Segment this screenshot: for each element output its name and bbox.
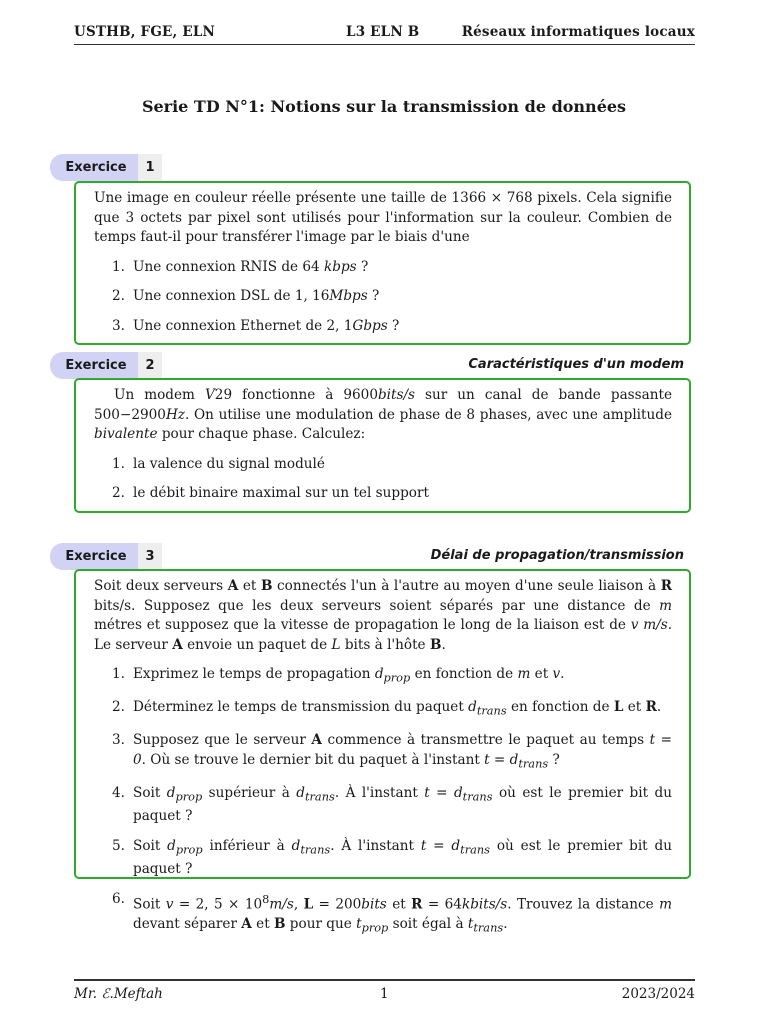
list-item: 2. Une connexion DSL de 1, 16Mbps ? (112, 288, 380, 304)
exercise-2-list (94, 455, 672, 504)
exercise-3-intro: Soit deux serveurs A et B connectés l'un à l'autre au moyen d'une seule liaison à R bits/s. Supposez que les deux serveurs soient séparés par une distance de m métres et supposez que la vitesse de propagation le long de la liaison est de v m/s. Le serveur A envoie un paquet de L bits à l'hôte B. (94, 578, 673, 653)
exercise-3-tab (50, 543, 162, 570)
exercise-2-box (74, 378, 691, 513)
exercise-1-tab (50, 154, 162, 181)
list-item: 3. Supposez que le serveur A commence à transmettre le paquet au temps t = 0. Où se trouve le dernier bit du paquet à l'instant $t = d_{trans}$ ? (112, 732, 672, 771)
list-item: 2. Déterminez le temps de transmission du paquet $d_{trans}$ en fonction de L et R. (112, 699, 662, 718)
exercise-1-list (94, 258, 672, 337)
header-class: L3 ELN B (346, 24, 420, 40)
exercise-label: Exercice (50, 543, 138, 570)
footer-author: Mr. ℰ.Meftah (74, 986, 163, 1002)
header-rule (74, 44, 695, 45)
list-item: 4. Soit $d_{prop}$ supérieur à $d_{trans}$. À l'instant $t = d_{trans}$ où est le premier bit du paquet ? (112, 785, 672, 825)
list-item: 1. la valence du signal modulé (112, 455, 325, 472)
exercise-2-tab (50, 352, 162, 379)
exercise-number: 2 (138, 352, 162, 379)
exercise-number: 1 (138, 154, 162, 181)
exercise-3-list (94, 665, 672, 938)
list-item: 1. Exprimez le temps de propagation $d_{prop}$ en fonction de m et v. (112, 666, 565, 685)
footer-rule (74, 979, 695, 981)
page-title: Serie TD N°1: Notions sur la transmission de données (141, 97, 627, 116)
footer-page-number: 1 (380, 986, 389, 1002)
exercise-1-intro: Une image en couleur réelle présente une taille de 1366 × 768 pixels. Cela signifie que 3 octets par pixel sont utilisés pour l'information sur la couleur. Combien de temps faut-il pour transférer l'image par le biais d'une (94, 190, 672, 245)
exercise-3-box (74, 569, 691, 935)
page-footer (74, 986, 695, 1006)
header-institution: USTHB, FGE, ELN (74, 24, 216, 40)
exercise-3-subtitle: Délai de propagation/transmission (430, 548, 684, 563)
list-item: 5. Soit $d_{prop}$ inférieur à $d_{trans}$. À l'instant $t = d_{trans}$ où est le premier bit du paquet ? (112, 837, 672, 878)
page-header (74, 24, 695, 44)
exercise-label: Exercice (50, 352, 138, 379)
exercise-2-subtitle: Caractéristiques d'un modem (468, 357, 684, 372)
list-item: 6. Soit v = 2, $5 \times 10^8m/s$, L = 200bits et R = 64kbits/s. Trouvez la distance m devant séparer A et B pour que $t_{prop}$ soit égal à $t_{trans}$. (112, 890, 672, 935)
list-item: 1. Une connexion RNIS de 64 kbps ? (112, 258, 369, 275)
exercise-number: 3 (138, 543, 162, 570)
header-course: Réseaux informatiques locaux (461, 24, 695, 40)
exercise-1-box (74, 181, 691, 345)
list-item: 2. le débit binaire maximal sur un tel support (112, 485, 429, 501)
exercise-2-intro: Un modem V29 fonctionne à 9600bits/s sur un canal de bande passante 500−2900Hz. On utilise une modulation de phase de 8 phases, avec une amplitude bivalente pour chaque phase. Calculez: (94, 387, 672, 442)
list-item: 3. Une connexion Ethernet de 2, 1Gbps ? (112, 317, 400, 334)
exercise-label: Exercice (50, 154, 138, 181)
footer-year: 2023/2024 (621, 986, 695, 1002)
